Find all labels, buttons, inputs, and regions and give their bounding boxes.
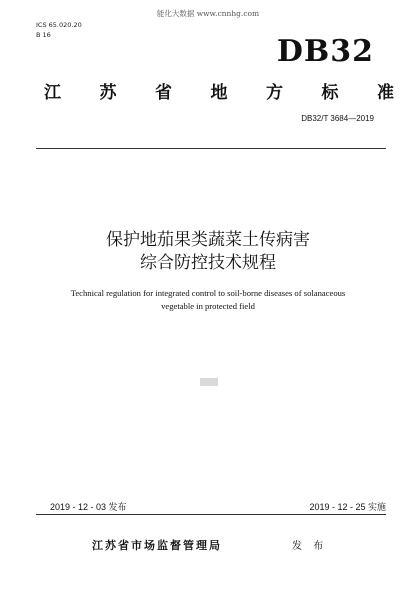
footer-divider — [36, 514, 386, 515]
title-char: 准 — [377, 83, 394, 103]
title-char: 苏 — [99, 83, 117, 103]
category-code: B 16 — [36, 31, 51, 39]
english-title-line-2: vegetable in protected field — [161, 301, 255, 311]
title-char: 方 — [266, 83, 283, 103]
title-char: 标 — [321, 83, 339, 103]
title-char: 江 — [44, 83, 61, 103]
issued-label: 发 布 — [292, 541, 328, 552]
title-char: 地 — [210, 83, 228, 103]
standard-type-title — [44, 78, 394, 103]
classification-block — [36, 20, 82, 40]
chinese-title-line-1: 保护地茄果类蔬菜土传病害 — [106, 230, 310, 250]
db-logo: DB32 — [276, 34, 374, 69]
issue-date: 2019 - 12 - 03 发布 — [50, 502, 127, 512]
issuing-authority: 江苏省市场监督管理局 — [92, 539, 222, 552]
header-divider — [36, 148, 386, 149]
placeholder-box — [200, 378, 218, 386]
ics-code: ICS 65.020.20 — [36, 21, 82, 29]
english-title-line-1: Technical regulation for integrated control to soil-borne diseases of solanaceous — [70, 288, 346, 298]
title-char: 省 — [155, 83, 172, 103]
standard-number: DB32/T 3684—2019 — [301, 114, 374, 123]
chinese-title-line-2: 综合防控技术规程 — [140, 253, 276, 273]
implementation-date: 2019 - 12 - 25 实施 — [309, 502, 386, 512]
watermark-text: 能化大数据 www.cnnhg.com — [156, 9, 260, 18]
